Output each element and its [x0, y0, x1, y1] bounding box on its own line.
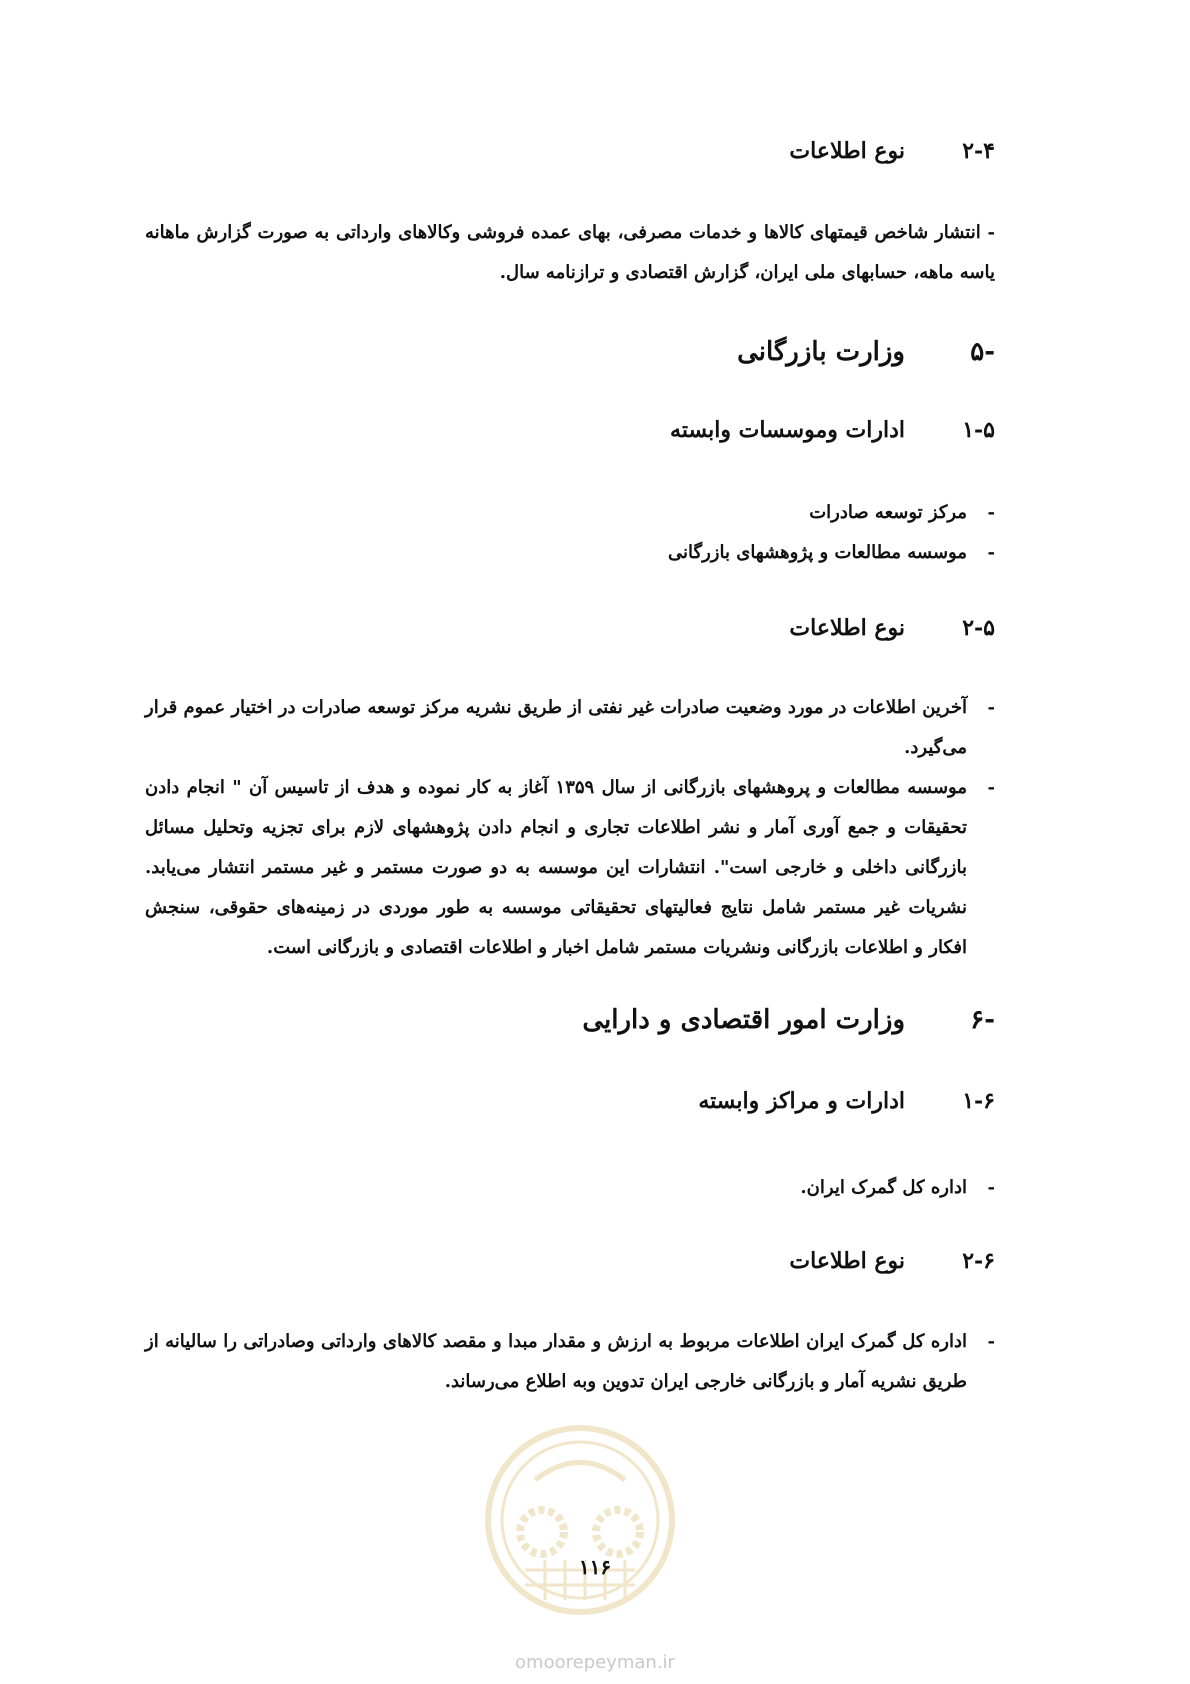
- watermark-seal: [480, 1420, 680, 1620]
- section-heading-2-6: [789, 1248, 995, 1274]
- page-number: ۱۱۶: [578, 1555, 612, 1579]
- list-item: - اداره کل گمرک ایران اطلاعات مربوط به ارزش و مقدار مبدا و مقصد کالاهای وارداتی وصادراتی را سالیانه از طریق نشریه آمار و بازرگانی خارجی ایران تدوین وبه اطلاع می‌رساند.: [145, 1331, 995, 1392]
- section-number: ۲-۴: [962, 138, 995, 164]
- section-heading-6: [582, 1005, 995, 1035]
- section-number: -۵: [970, 337, 995, 367]
- section-number: ۱-۵: [962, 417, 995, 443]
- paragraphs-2-5: [145, 688, 995, 968]
- section-heading-1-6: [698, 1088, 995, 1114]
- section-title: نوع اطلاعات: [789, 615, 905, 641]
- section-title: وزارت امور اقتصادی و دارایی: [582, 1005, 905, 1035]
- section-heading-2-5: [789, 615, 995, 641]
- list-item: - موسسه مطالعات و پژوهشهای بازرگانی: [668, 542, 995, 563]
- section-number: ۲-۶: [962, 1248, 995, 1274]
- section-number: ۱-۶: [962, 1088, 995, 1114]
- list-item: - آخرین اطلاعات در مورد وضعیت صادرات غیر نفتی از طریق نشریه مرکز توسعه صادرات در اختیار عموم قرار می‌گیرد.: [145, 697, 995, 758]
- section-heading-2-4: [789, 138, 995, 164]
- section-number: ۲-۵: [962, 615, 995, 641]
- institutions-list-6: [145, 1168, 995, 1208]
- list-item: - مرکز توسعه صادرات: [809, 502, 995, 523]
- section-number: -۶: [970, 1005, 995, 1035]
- paragraph-2-4: - انتشار شاخص قیمتهای کالاها و خدمات مصرفی، بهای عمده فروشی وکالاهای وارداتی به صورت گزارش ماهانه یاسه ماهه، حسابهای ملی ایران، گزارش اقتصادی و ترازنامه سال.: [145, 222, 995, 283]
- section-heading-1-5: [670, 417, 995, 443]
- section-title: ادارات و مراکز وابسته: [698, 1088, 905, 1114]
- list-item: - موسسه مطالعات و پروهشهای بازرگانی از سال ۱۳۵۹ آغاز به کار نموده و هدف از تاسیس آن " انجام دادن تحقیقات و جمع آوری آمار و نشر اطلاعات تجاری و انجام دادن پژوهشهای لازم برای تجزیه وتحلیل مسائل بازرگانی داخلی و خارجی است". انتشارات این موسسه به دو صورت مستمر و غیر مستمر انتشار می‌یابد. نشریات غیر مستمر شامل نتایج فعالیتهای تحقیقاتی موسسه به طور موردی در زمینه‌های حقوقی، سنجش افکار و اطلاعات بازرگانی ونشریات مستمر شامل اخبار و اطلاعات اقتصادی و بازرگانی است.: [145, 777, 995, 958]
- section-heading-5: [737, 337, 995, 367]
- section-title: وزارت بازرگانی: [737, 337, 905, 367]
- list-item: - اداره کل گمرک ایران.: [800, 1177, 995, 1198]
- section-title: نوع اطلاعات: [789, 1248, 905, 1274]
- section-title: نوع اطلاعات: [789, 138, 905, 164]
- paragraph-2-6: [145, 1322, 995, 1402]
- watermark-site: omoorepeyman.ir: [515, 1652, 675, 1673]
- institutions-list-5: [145, 493, 995, 573]
- section-title: ادارات وموسسات وابسته: [670, 417, 905, 443]
